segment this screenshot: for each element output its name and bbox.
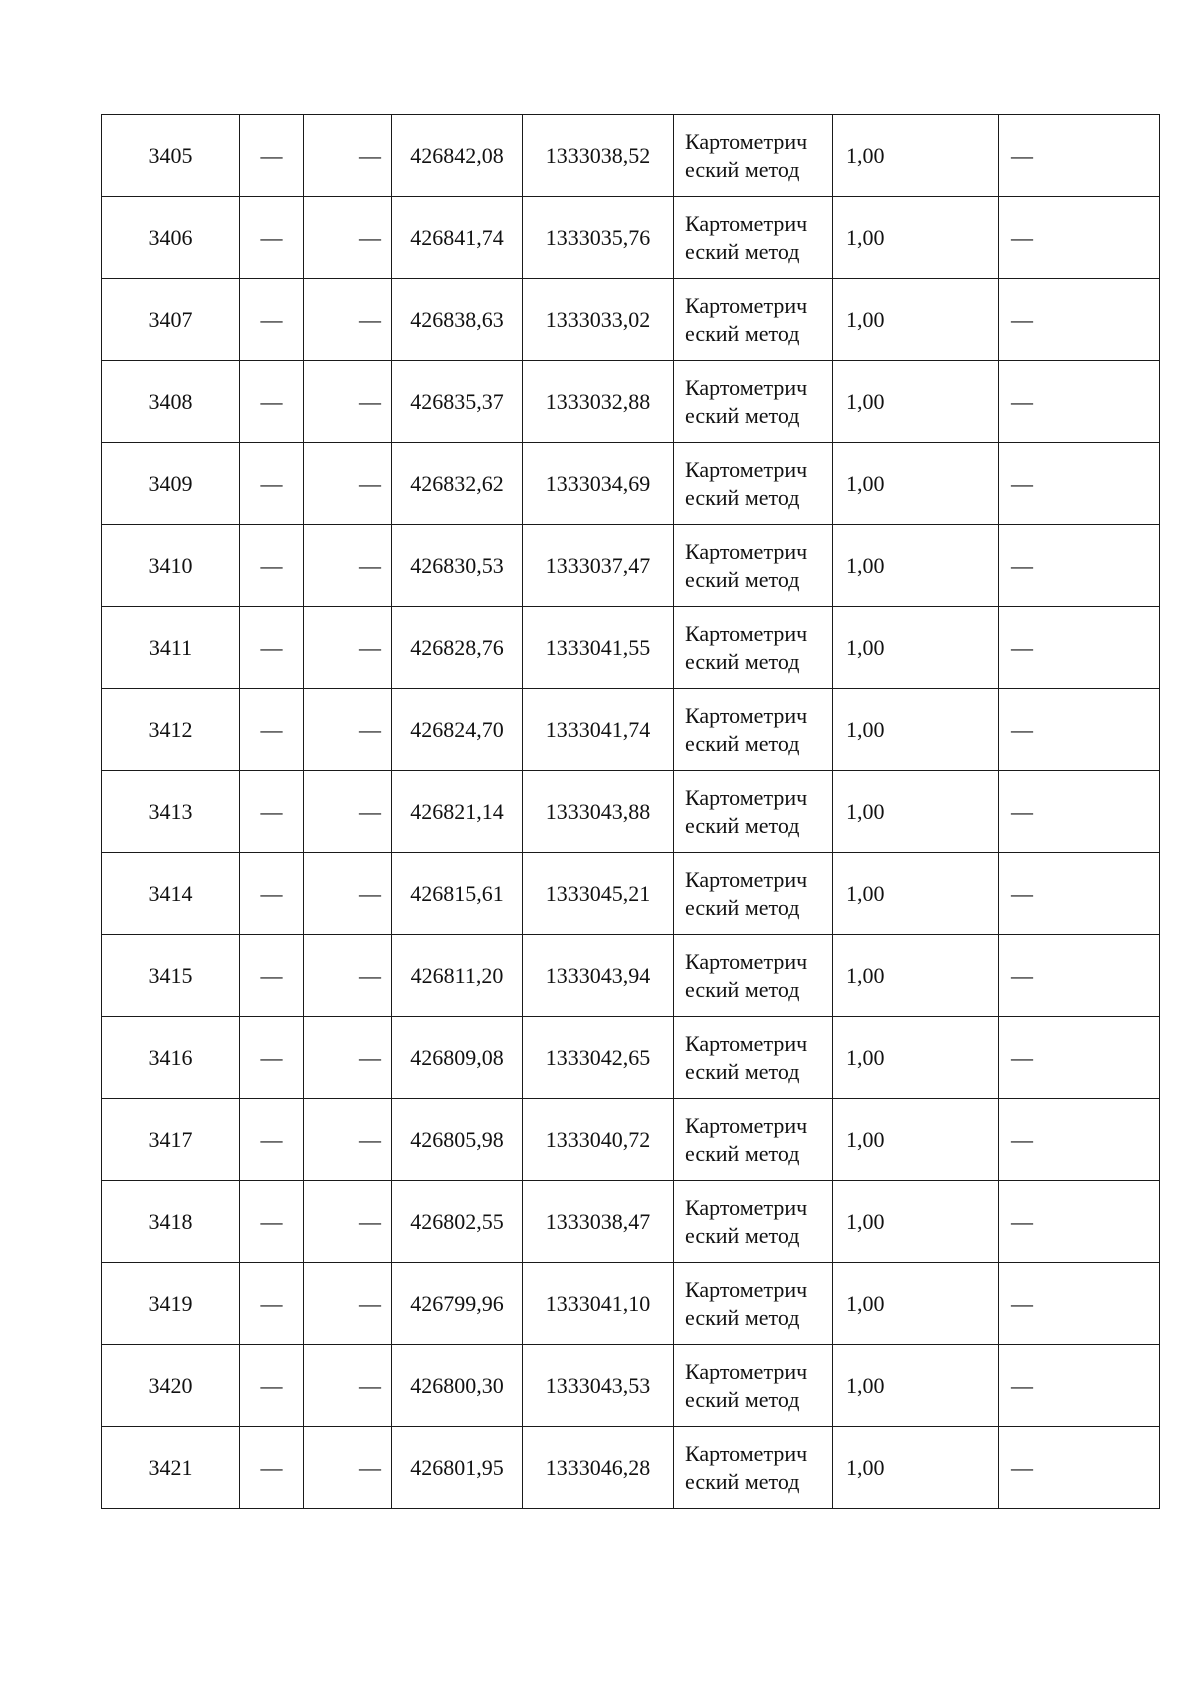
empty-value-cell: — (304, 361, 392, 443)
y-coordinate-cell: 1333046,28 (523, 1427, 674, 1509)
table-body (102, 115, 1160, 1509)
x-coordinate-cell: 426800,30 (392, 1345, 523, 1427)
empty-value-cell: — (304, 1017, 392, 1099)
table-row (102, 1017, 1160, 1099)
empty-value-cell: — (999, 443, 1160, 525)
accuracy-cell: 1,00 (833, 525, 999, 607)
table-row (102, 1263, 1160, 1345)
empty-value-cell: — (304, 1099, 392, 1181)
y-coordinate-cell: 1333038,47 (523, 1181, 674, 1263)
empty-value-cell: — (304, 115, 392, 197)
x-coordinate-cell: 426841,74 (392, 197, 523, 279)
point-number-cell: 3413 (102, 771, 240, 853)
table-row (102, 197, 1160, 279)
empty-value-cell: — (240, 1427, 304, 1509)
x-coordinate-cell: 426821,14 (392, 771, 523, 853)
accuracy-cell: 1,00 (833, 771, 999, 853)
empty-value-cell: — (304, 853, 392, 935)
method-cell (674, 935, 833, 1017)
point-number-cell: 3411 (102, 607, 240, 689)
accuracy-cell: 1,00 (833, 1017, 999, 1099)
method-cell (674, 771, 833, 853)
x-coordinate-cell: 426805,98 (392, 1099, 523, 1181)
accuracy-cell: 1,00 (833, 1263, 999, 1345)
point-number-cell: 3405 (102, 115, 240, 197)
x-coordinate-cell: 426828,76 (392, 607, 523, 689)
empty-value-cell: — (304, 279, 392, 361)
method-cell (674, 1263, 833, 1345)
empty-value-cell: — (304, 443, 392, 525)
empty-value-cell: — (304, 607, 392, 689)
point-number-cell: 3417 (102, 1099, 240, 1181)
accuracy-cell: 1,00 (833, 853, 999, 935)
y-coordinate-cell: 1333041,74 (523, 689, 674, 771)
method-text: Картометрический метод (685, 538, 808, 592)
accuracy-cell: 1,00 (833, 115, 999, 197)
empty-value-cell: — (240, 1345, 304, 1427)
table-row (102, 525, 1160, 607)
method-cell (674, 525, 833, 607)
y-coordinate-cell: 1333043,88 (523, 771, 674, 853)
y-coordinate-cell: 1333040,72 (523, 1099, 674, 1181)
empty-value-cell: — (304, 935, 392, 1017)
empty-value-cell: — (304, 1345, 392, 1427)
empty-value-cell: — (304, 689, 392, 771)
x-coordinate-cell: 426801,95 (392, 1427, 523, 1509)
y-coordinate-cell: 1333032,88 (523, 361, 674, 443)
empty-value-cell: — (999, 279, 1160, 361)
method-cell (674, 443, 833, 525)
y-coordinate-cell: 1333042,65 (523, 1017, 674, 1099)
method-text: Картометрический метод (685, 1440, 808, 1494)
empty-value-cell: — (304, 1181, 392, 1263)
y-coordinate-cell: 1333045,21 (523, 853, 674, 935)
method-text: Картометрический метод (685, 1030, 808, 1084)
accuracy-cell: 1,00 (833, 361, 999, 443)
method-text: Картометрический метод (685, 128, 808, 182)
empty-value-cell: — (240, 115, 304, 197)
y-coordinate-cell: 1333043,94 (523, 935, 674, 1017)
point-number-cell: 3412 (102, 689, 240, 771)
x-coordinate-cell: 426835,37 (392, 361, 523, 443)
point-number-cell: 3421 (102, 1427, 240, 1509)
accuracy-cell: 1,00 (833, 689, 999, 771)
empty-value-cell: — (999, 853, 1160, 935)
empty-value-cell: — (999, 1017, 1160, 1099)
empty-value-cell: — (240, 689, 304, 771)
coordinates-table (101, 114, 1160, 1509)
empty-value-cell: — (240, 443, 304, 525)
accuracy-cell: 1,00 (833, 1345, 999, 1427)
empty-value-cell: — (304, 1263, 392, 1345)
method-cell (674, 115, 833, 197)
point-number-cell: 3406 (102, 197, 240, 279)
method-text: Картометрический метод (685, 210, 808, 264)
accuracy-cell: 1,00 (833, 443, 999, 525)
method-cell (674, 197, 833, 279)
empty-value-cell: — (304, 771, 392, 853)
table-row (102, 1427, 1160, 1509)
x-coordinate-cell: 426832,62 (392, 443, 523, 525)
empty-value-cell: — (240, 935, 304, 1017)
empty-value-cell: — (304, 525, 392, 607)
point-number-cell: 3408 (102, 361, 240, 443)
empty-value-cell: — (999, 1099, 1160, 1181)
accuracy-cell: 1,00 (833, 607, 999, 689)
empty-value-cell: — (999, 771, 1160, 853)
method-cell (674, 607, 833, 689)
empty-value-cell: — (240, 1017, 304, 1099)
point-number-cell: 3416 (102, 1017, 240, 1099)
empty-value-cell: — (304, 1427, 392, 1509)
empty-value-cell: — (999, 1427, 1160, 1509)
table-row (102, 853, 1160, 935)
empty-value-cell: — (240, 1263, 304, 1345)
method-text: Картометрический метод (685, 620, 808, 674)
method-cell (674, 1099, 833, 1181)
empty-value-cell: — (999, 1345, 1160, 1427)
table-row (102, 279, 1160, 361)
empty-value-cell: — (999, 935, 1160, 1017)
empty-value-cell: — (240, 607, 304, 689)
empty-value-cell: — (240, 525, 304, 607)
x-coordinate-cell: 426802,55 (392, 1181, 523, 1263)
point-number-cell: 3418 (102, 1181, 240, 1263)
method-cell (674, 1017, 833, 1099)
empty-value-cell: — (240, 853, 304, 935)
table-row (102, 607, 1160, 689)
method-text: Картометрический метод (685, 292, 808, 346)
x-coordinate-cell: 426830,53 (392, 525, 523, 607)
y-coordinate-cell: 1333034,69 (523, 443, 674, 525)
table-row (102, 443, 1160, 525)
point-number-cell: 3415 (102, 935, 240, 1017)
point-number-cell: 3419 (102, 1263, 240, 1345)
accuracy-cell: 1,00 (833, 1181, 999, 1263)
y-coordinate-cell: 1333035,76 (523, 197, 674, 279)
point-number-cell: 3409 (102, 443, 240, 525)
x-coordinate-cell: 426824,70 (392, 689, 523, 771)
empty-value-cell: — (304, 197, 392, 279)
empty-value-cell: — (240, 1181, 304, 1263)
y-coordinate-cell: 1333041,10 (523, 1263, 674, 1345)
x-coordinate-cell: 426799,96 (392, 1263, 523, 1345)
empty-value-cell: — (999, 607, 1160, 689)
table-row (102, 1099, 1160, 1181)
empty-value-cell: — (999, 115, 1160, 197)
method-cell (674, 853, 833, 935)
method-text: Картометрический метод (685, 1276, 808, 1330)
method-cell (674, 1181, 833, 1263)
empty-value-cell: — (999, 361, 1160, 443)
x-coordinate-cell: 426809,08 (392, 1017, 523, 1099)
method-cell (674, 1345, 833, 1427)
x-coordinate-cell: 426811,20 (392, 935, 523, 1017)
table-row (102, 935, 1160, 1017)
y-coordinate-cell: 1333033,02 (523, 279, 674, 361)
empty-value-cell: — (240, 361, 304, 443)
point-number-cell: 3420 (102, 1345, 240, 1427)
x-coordinate-cell: 426838,63 (392, 279, 523, 361)
empty-value-cell: — (999, 1263, 1160, 1345)
method-text: Картометрический метод (685, 948, 808, 1002)
table-row (102, 1181, 1160, 1263)
accuracy-cell: 1,00 (833, 279, 999, 361)
method-cell (674, 361, 833, 443)
method-cell (674, 279, 833, 361)
point-number-cell: 3407 (102, 279, 240, 361)
empty-value-cell: — (240, 1099, 304, 1181)
method-text: Картометрический метод (685, 456, 808, 510)
empty-value-cell: — (999, 1181, 1160, 1263)
empty-value-cell: — (240, 771, 304, 853)
empty-value-cell: — (240, 197, 304, 279)
accuracy-cell: 1,00 (833, 197, 999, 279)
accuracy-cell: 1,00 (833, 935, 999, 1017)
empty-value-cell: — (999, 197, 1160, 279)
empty-value-cell: — (240, 279, 304, 361)
point-number-cell: 3410 (102, 525, 240, 607)
accuracy-cell: 1,00 (833, 1427, 999, 1509)
method-cell (674, 1427, 833, 1509)
method-text: Картометрический метод (685, 1194, 808, 1248)
method-text: Картометрический метод (685, 1358, 808, 1412)
point-number-cell: 3414 (102, 853, 240, 935)
table-row (102, 361, 1160, 443)
method-cell (674, 689, 833, 771)
y-coordinate-cell: 1333038,52 (523, 115, 674, 197)
table-row (102, 1345, 1160, 1427)
y-coordinate-cell: 1333037,47 (523, 525, 674, 607)
y-coordinate-cell: 1333041,55 (523, 607, 674, 689)
table-row (102, 689, 1160, 771)
x-coordinate-cell: 426815,61 (392, 853, 523, 935)
method-text: Картометрический метод (685, 702, 808, 756)
table-row (102, 771, 1160, 853)
method-text: Картометрический метод (685, 784, 808, 838)
x-coordinate-cell: 426842,08 (392, 115, 523, 197)
method-text: Картометрический метод (685, 374, 808, 428)
method-text: Картометрический метод (685, 1112, 808, 1166)
method-text: Картометрический метод (685, 866, 808, 920)
table-row (102, 115, 1160, 197)
empty-value-cell: — (999, 525, 1160, 607)
empty-value-cell: — (999, 689, 1160, 771)
y-coordinate-cell: 1333043,53 (523, 1345, 674, 1427)
accuracy-cell: 1,00 (833, 1099, 999, 1181)
